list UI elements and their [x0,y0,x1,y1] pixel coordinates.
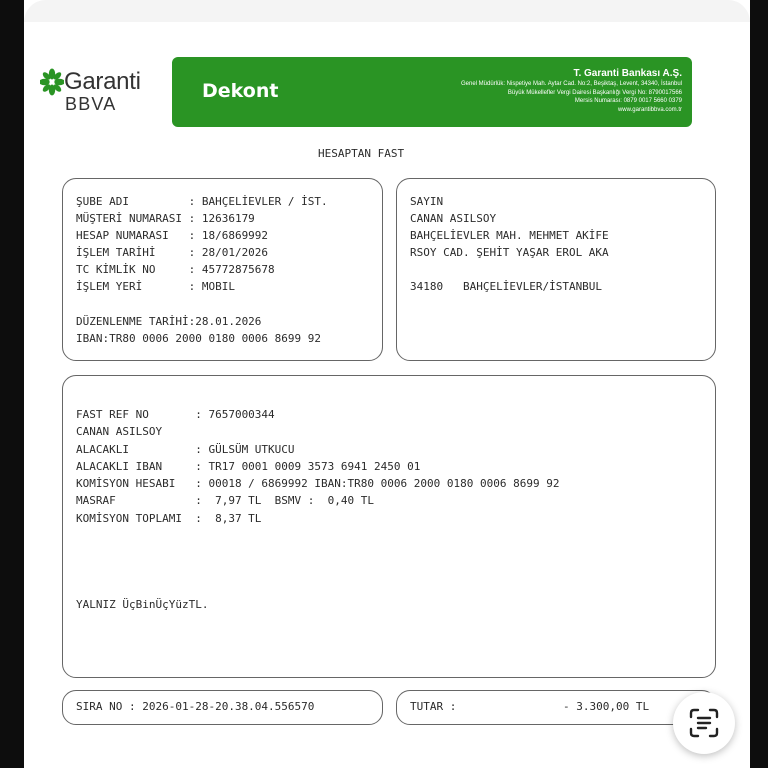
branch-line: ŞUBE ADI : BAHÇELİEVLER / İST. [76,195,328,208]
address-line-2: RSOY CAD. ŞEHİT YAŞAR EROL AKA [410,246,609,259]
garanti-bbva-logo [40,68,150,116]
sequence-number: SIRA NO : 2026-01-28-20.38.04.556570 [76,700,315,713]
bank-name: T. Garanti Bankası A.Ş. [573,68,682,79]
bank-mersis-line: Mersis Numarası: 0879 0017 5660 0379 [574,98,682,104]
scan-text-button[interactable] [673,692,735,754]
customer-number-line: MÜŞTERİ NUMARASI : 12636179 [76,212,255,225]
account-info-box [62,178,383,361]
amount-label: TUTAR : [410,700,457,713]
fee-line: MASRAF : 7,97 TL BSMV : 0,40 TL [76,494,375,507]
bank-address-line: Genel Müdürlük: Nispetiye Mah. Aytar Cad. No:2, Beşiktaş, Levent, 34340, İstanbul [460,81,682,87]
bank-tax-line: Büyük Mükellefler Vergi Dairesi Başkanlığı Vergi No: 8790017566 [507,89,682,96]
sender-name: CANAN ASILSOY [76,425,163,438]
amount-box [396,690,716,725]
text-scan-icon [688,707,720,739]
bank-info [461,67,682,114]
address-box [396,178,716,361]
banner-title: Dekont [202,80,279,102]
dekont-banner [172,57,692,127]
sequence-number-box [62,690,383,725]
transaction-date-line: İŞLEM TARİHİ : 28/01/2026 [76,246,269,259]
issue-date-line: DÜZENLENME TARİHİ:28.01.2026 [76,315,262,328]
amount-value: - 3.300,00 TL [563,700,650,713]
account-number-line: HESAP NUMARASI : 18/6869992 [76,229,269,242]
fast-ref-line: FAST REF NO : 7657000344 [76,408,275,421]
transaction-place-line: İŞLEM YERİ : MOBIL [76,280,235,293]
logo-text-bbva: BBVA [65,94,117,114]
receiver-line: ALACAKLI : GÜLSÜM UTKUCU [76,443,295,456]
garanti-clover-icon [40,68,64,98]
tc-id-line: TC KİMLİK NO : 45772875678 [76,263,275,276]
recipient-name: CANAN ASILSOY [410,212,497,225]
salutation: SAYIN [410,195,444,208]
bank-website: www.garantibbva.com.tr [617,106,682,113]
amount-in-words: YALNIZ ÜçBinÜçYüzTL. [76,598,209,611]
transaction-details-box [62,375,716,678]
address-line-1: BAHÇELİEVLER MAH. MEHMET AKİFE [410,229,609,242]
address-postcode-city: 34180 BAHÇELİEVLER/İSTANBUL [410,280,603,293]
commission-total-line: KOMİSYON TOPLAMI : 8,37 TL [76,512,262,525]
document-title: HESAPTAN FAST [318,147,405,160]
iban-line: IBAN:TR80 0006 2000 0180 0006 8699 92 [76,332,322,345]
logo-text-garanti: Garanti [64,68,141,95]
receiver-iban-line: ALACAKLI IBAN : TR17 0001 0009 3573 6941 2450 01 [76,460,421,473]
commission-account-line: KOMİSYON HESABI : 00018 / 6869992 IBAN:TR80 0006 2000 0180 0006 8699 92 [76,477,560,490]
